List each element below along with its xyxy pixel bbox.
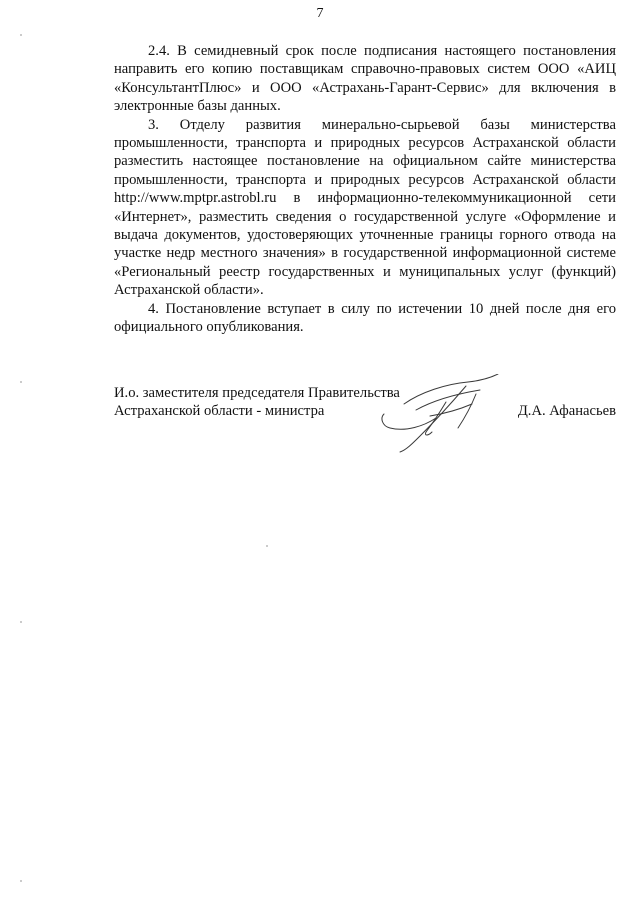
paragraph-4: 4. Постановление вступает в силу по истечении 10 дней после дня его официального опубликования.	[114, 300, 616, 336]
handwritten-signature	[376, 374, 516, 454]
page-number: 7	[316, 6, 324, 21]
scan-speck	[266, 545, 268, 547]
scan-speck	[20, 34, 22, 36]
signer-name: Д.А. Афанасьев	[517, 403, 616, 419]
scan-speck	[20, 880, 22, 882]
paragraph-2-4: 2.4. В семидневный срок после подписания настоящего постановления направить его копию поставщикам справочно-правовых систем ООО «АИЦ «КонсультантПлюс» и ООО «Астрахань-Гарант-Сервис» для включения в электронные базы данных.	[114, 43, 616, 115]
body-text	[114, 42, 616, 337]
signer-title	[114, 384, 400, 421]
signer-title-line-1: И.о. заместителя председателя Правительства	[114, 385, 400, 401]
scan-speck	[20, 621, 22, 623]
paragraph-3: 3. Отделу развития минерально-сырьевой базы министерства промышленности, транспорта и природных ресурсов Астраханской области разместить настоящее постановление на официальном сайте министерства промышленности, транспорта и природных ресурсов Астраханской области http://www.mptpr.astrobl.ru в информационно-телекоммуникационной сети «Интернет», разместить сведения о государственной услуге «Оформление и выдача документов, удостоверяющих уточненные границы горного отвода на участке недр местного значения» в государственной информационной системе «Региональный реестр государственных и муниципальных услуг (функций) Астраханской области».	[114, 116, 616, 299]
signature-block	[114, 384, 616, 474]
signer-title-line-2: Астраханской области - министра	[114, 403, 325, 420]
scan-speck	[20, 381, 22, 383]
